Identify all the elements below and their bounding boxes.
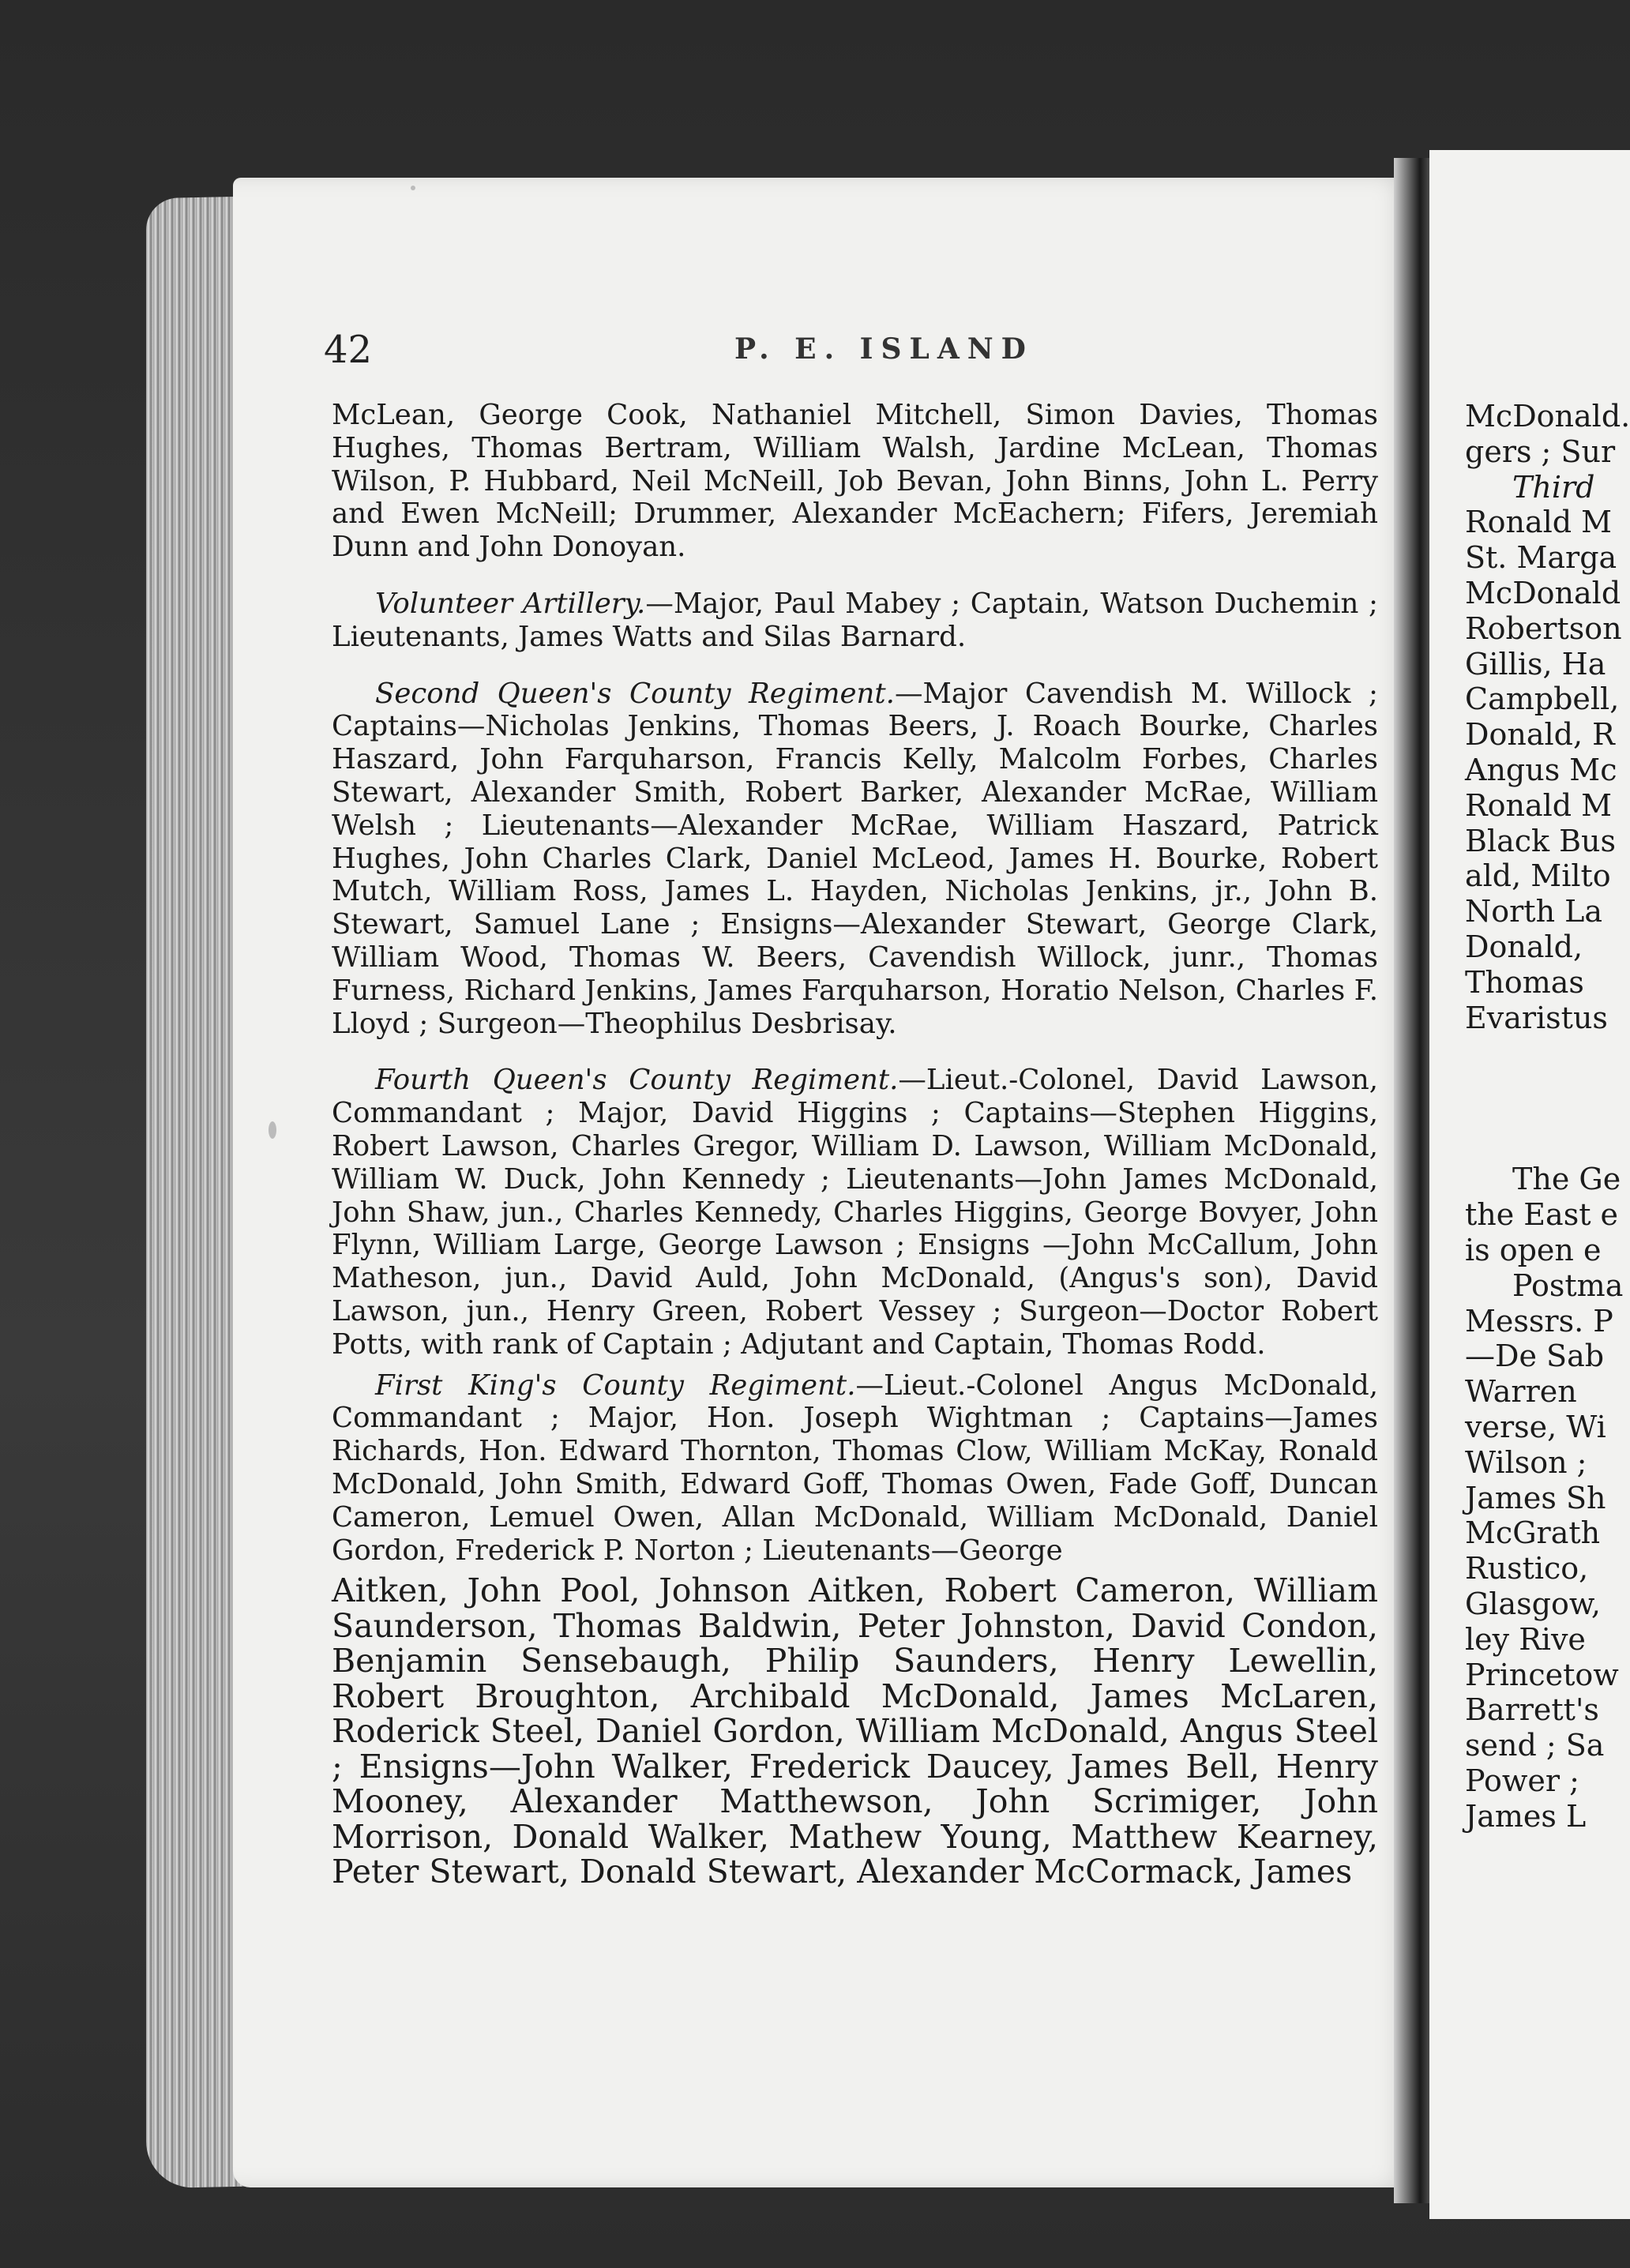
section-heading: Second Queen's County Regiment.	[375, 677, 895, 710]
fragment-line: McDonald.	[1465, 399, 1630, 434]
paragraph-continued-large	[332, 1573, 1378, 1890]
fragment-line: James L	[1465, 1798, 1587, 1834]
fragment-line: verse, Wi	[1465, 1409, 1606, 1444]
fragment-line: Ronald M	[1465, 787, 1613, 823]
running-head	[324, 328, 1374, 375]
paragraph-text: Aitken, John Pool, Johnson Aitken, Robert Cameron, William Saunderson, Thomas Baldwin, Peter Johnston, David Condon, Benjamin Sensebaugh, Philip Saunders, Henry Lewellin, Robert Broughton, Archibald McDonald, James McLaren, Roderick Steel, Daniel Gordon, William McDonald, Angus Steel ; Ensigns—John Walker, Frederick Daucey, James Bell, Henry Mooney, Alexander Matthewson, John Scrimiger, John Morrison, Donald Walker, Mathew Young, Matthew Kearney, Peter Stewart, Donald Stewart, Alexander McCormack, James	[332, 1571, 1378, 1891]
fragment-line: Power ;	[1465, 1763, 1579, 1798]
fragment-line: ald, Milto	[1465, 858, 1611, 894]
fragment-line: Barrett's	[1465, 1692, 1599, 1728]
fragment-line: ley Rive	[1465, 1621, 1586, 1657]
fragment-line: St. Marga	[1465, 540, 1617, 576]
fragment-line: The Ge	[1512, 1162, 1621, 1197]
fragment-line: McGrath	[1465, 1515, 1601, 1551]
fragment-line: Evaristus	[1465, 1000, 1608, 1035]
paragraph-text: —Major Cavendish M. Willock ; Captains—Nicholas Jenkins, Thomas Beers, J. Roach Bourke, Charles Haszard, John Farquharson, Francis Kelly, Malcolm Forbes, Charles Stewart, Alexander Smith, Robert Barker, Alexander McRae, William Welsh ; Lieutenants—Alexander McRae, William Haszard, Patrick Hughes, John Charles Clark, Daniel McLeod, James H. Bourke, Robert Mutch, William Ross, James L. Hayden, Nicholas Jenkins, jr., John B. Stewart, Samuel Lane ; Ensigns—Alexander Stewart, George Clark, William Wood, Thomas W. Beers, Cavendish Willock, junr., Thomas Furness, Richard Jenkins, James Farquharson, Horatio Nelson, Charles F. Lloyd ; Surgeon—Theophilus Desbrisay.	[332, 677, 1379, 1040]
page-number: 42	[324, 328, 373, 372]
fragment-line: Angus Mc	[1465, 752, 1617, 787]
fragment-line: Postma	[1512, 1267, 1624, 1303]
fragment-line: Princetow	[1465, 1657, 1619, 1692]
running-head-title: P. E. ISLAND	[734, 332, 1034, 366]
left-page-body	[332, 399, 1378, 1890]
fragment-line: Third	[1512, 469, 1595, 505]
fragment-line: Messrs. P	[1465, 1303, 1613, 1339]
dust-speck	[411, 186, 415, 190]
paragraph-second-queens-county	[332, 678, 1378, 1041]
paragraph-text: —Lieut.-Colonel, David Lawson, Commandant ; Major, David Higgins ; Captains—Stephen Higgins, Robert Lawson, Charles Gregor, William D. Lawson, William McDonald, William W. Duck, John Kennedy ; Lieutenants—John James McDonald, John Shaw, jun., Charles Kennedy, Charles Higgins, George Bovyer, John Flynn, William Large, George Lawson ; Ensigns —John McCallum, John Matheson, jun., David Auld, John McDonald, (Angus's son), David Lawson, jun., Henry Green, Robert Vessey ; Surgeon—Doctor Robert Potts, with rank of Captain ; Adjutant and Captain, Thomas Rodd.	[332, 1064, 1378, 1361]
fragment-line: the East e	[1465, 1197, 1619, 1233]
fragment-line: North La	[1465, 894, 1603, 929]
section-heading: Fourth Queen's County Regiment.	[375, 1064, 899, 1097]
fragment-line: Donald,	[1465, 929, 1583, 964]
dust-speck	[269, 1121, 276, 1139]
paragraph-text: —Lieut.-Colonel Angus McDonald, Commandant ; Major, Hon. Joseph Wightman ; Captains—James Richards, Hon. Edward Thornton, Thomas Clow, William McKay, Ronald McDonald, John Smith, Edward Goff, Thomas Owen, Fade Goff, Duncan Cameron, Lemuel Owen, Allan McDonald, William McDonald, Daniel Gordon, Frederick P. Norton ; Lieutenants—George	[332, 1369, 1378, 1567]
fragment-line: James Sh	[1465, 1480, 1606, 1515]
fragment-spacer	[1465, 1035, 1630, 1162]
fragment-line: Black Bus	[1465, 823, 1617, 858]
fragment-line: Robertson	[1465, 610, 1622, 646]
fragment-line: Donald, R	[1465, 717, 1615, 753]
fragment-line: —De Sab	[1465, 1339, 1605, 1374]
fragment-line: Glasgow,	[1465, 1586, 1601, 1621]
fragment-line: gers ; Sur	[1465, 434, 1616, 469]
fragment-line: Rustico,	[1465, 1551, 1589, 1586]
section-heading: First King's County Regiment.	[375, 1369, 856, 1402]
fragment-line: Ronald M	[1465, 505, 1613, 540]
right-page-fragment	[1465, 399, 1630, 1834]
paragraph-first-kings-county	[332, 1369, 1378, 1568]
fragment-line: Warren	[1465, 1374, 1577, 1410]
paragraph-fourth-queens-county	[332, 1064, 1378, 1361]
paragraph-text: —Major, Paul Mabey ; Captain, Watson Duchemin ; Lieutenants, James Watts and Silas Barnard.	[332, 587, 1378, 653]
fragment-line: is open e	[1465, 1232, 1602, 1267]
fragment-line: send ; Sa	[1465, 1728, 1605, 1763]
fragment-line: Thomas	[1465, 964, 1584, 1000]
fragment-line: Campbell,	[1465, 682, 1620, 717]
fragment-line: McDonald	[1465, 575, 1621, 610]
fragment-line: Gillis, Ha	[1465, 646, 1606, 682]
paragraph-text: McLean, George Cook, Nathaniel Mitchell, Simon Davies, Thomas Hughes, Thomas Bertram, William Walsh, Jardine McLean, Thomas Wilson, P. Hubbard, Neil McNeill, Job Bevan, John Binns, John L. Perry and Ewen McNeill; Drummer, Alexander McEachern; Fifers, Jeremiah Dunn and John Donoyan.	[332, 399, 1378, 564]
paragraph-volunteer-artillery	[332, 588, 1378, 654]
paragraph-continued	[332, 399, 1378, 564]
fragment-line: Wilson ;	[1465, 1444, 1587, 1480]
section-heading: Volunteer Artillery.	[375, 587, 646, 620]
